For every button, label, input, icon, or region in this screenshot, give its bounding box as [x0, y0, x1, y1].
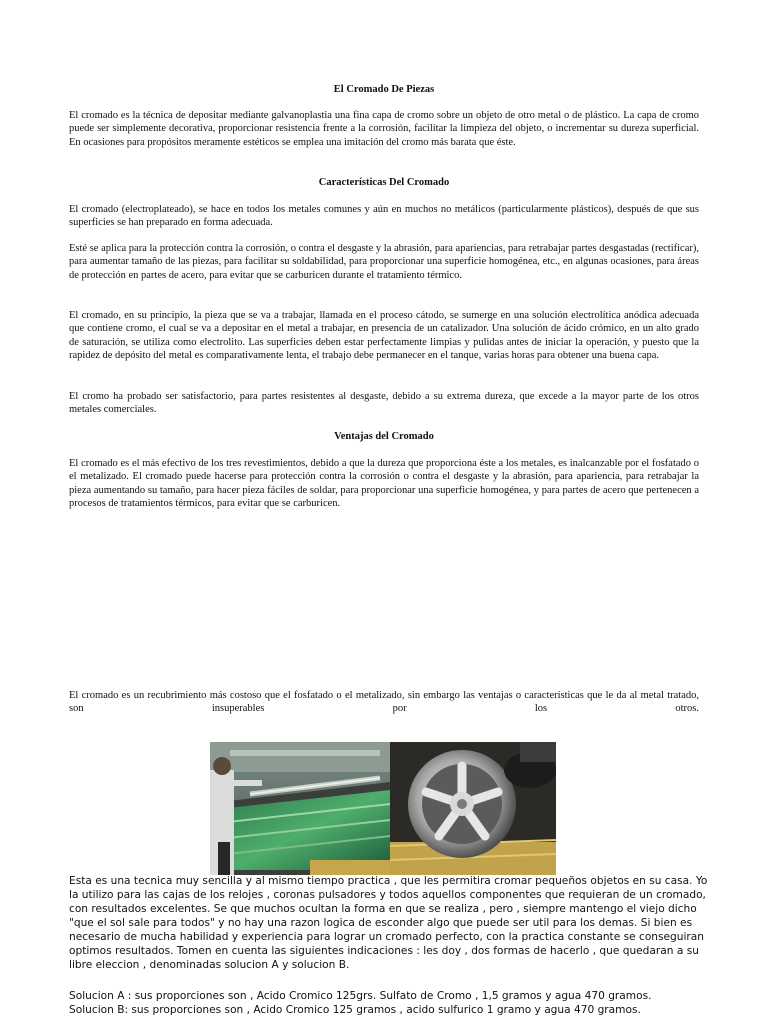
caracteristicas-paragraph-2: Esté se aplica para la protección contra la corrosión, o contra el desgaste y la abrasión, para apariencias, para retrabajar partes desgastadas (rectificar), para aumentar tamaño de las piezas, para facilitar su soldabilidad, para proporcionar una superficie homogénea, etc., en algunas ocasiones, para áreas de protección en partes de acero, para evitar que se carburicen durante el tratamiento térmico.: [69, 243, 699, 281]
intro-paragraph: El cromado es la técnica de depositar mediante galvanoplastia una fina capa de cromo sobre un objeto de otro metal o de plástico. La capa de cromo puede ser simplemente decorativa, proporcionar resistencia frente a la corrosión, facilitar la limpieza del objeto, o incrementar su dureza superficial. En ocasiones para propósitos meramente estéticos se emplea una imitación del cromo más barata que éste.: [69, 110, 699, 148]
homemade-method-paragraph: Esta es una tecnica muy sencilla y al mismo tiempo practica , que les permitira cromar pequeños objetos en su casa. Yo la utilizo para las cajas de los relojes , coronas pulsadores y todos aquellos componentes que requieran de un cromado, con resultados excelentes. Se que muchos ocultan la forma en que se realiza , pero , siempre mantengo el viejo dicho "que el sol sale para todos" y no hay una razon logica de esconder algo que puede ser util para los demas. Si bien es necesario de mucha habilidad y experiencia para lograr un cromado perfecto, con la practica constante se conseguiran optimos resultados. Tomen en cuenta las siguientes indicaciones : les doy , dos formas de hacerlo , que quedaran a su libre eleccion , denominadas solucion A y solucion B.: [69, 875, 708, 971]
caracteristicas-paragraph-4: El cromo ha probado ser satisfactorio, para partes resistentes al desgaste, debido a su extrema dureza, que excede a la mayor parte de los otros metales comerciales.: [69, 391, 699, 416]
section-title-ventajas: Ventajas del Cromado: [334, 431, 434, 442]
solucion-a-line: Solucion A : sus proporciones son , Acido Cromico 125grs. Sulfato de Cromo , 1,5 gramos y agua 470 gramos.: [69, 990, 652, 1002]
solucion-b-line: Solucion B: sus proporciones son , Acido Cromico 125 gramos , acido sulfurico 1 gramo y agua 470 gramos.: [69, 1004, 641, 1016]
section-title-caracteristicas: Características Del Cromado: [318, 177, 450, 188]
caracteristicas-paragraph-1: El cromado (electroplateado), se hace en todos los metales comunes y aún en muchos no metálicos (particularmente plásticos), después de que sus superficies se han preparado en forma adecuada.: [69, 204, 699, 229]
document-title: El Cromado De Piezas: [333, 84, 435, 95]
ventajas-paragraph-1: El cromado es el más efectivo de los tres revestimientos, debido a que la dureza que proporciona éste a los metales, es inalcanzable por el fosfatado o el metalizado. El cromado puede hacerse para protección contra la corrosión o contra el desgaste y la abrasión, para apariencia, para retrabajar la pieza aumentando su tamaño, para hacer pieza fáciles de soldar, para proporcionar una superficie homogénea, y para partes de acero que pertenecen a procesos de tratamientos térmicos, para evitar que se carburicen.: [69, 458, 699, 510]
caracteristicas-paragraph-3: El cromado, en su principio, la pieza que se va a trabajar, llamada en el proceso cátodo, se sumerge en una solución electrolítica anódica adecuada que contiene cromo, el cual se va a depositar en el metal a trabajar, en presencia de un catalizador. Una solución de ácido crómico, en un alto grado de saturación, se utiliza como electrolito. Las superficies deben estar perfectamente limpias y pulidas antes de iniciar la operación, y puesto que la rapidez de depósito del metal es comparativamente lenta, el trabajo debe permanecer en el tanque, varias horas para obtener una buena capa.: [69, 310, 699, 362]
chrome-wheel-photo: [390, 742, 556, 875]
photo-strip: [210, 742, 556, 875]
ventajas-paragraph-2: El cromado es un recubrimiento más costoso que el fosfatado o el metalizado, sin embargo las ventajas o características que le da al metal tratado, son insuperables por los otros.: [69, 690, 699, 715]
chrome-plating-tank-photo: [210, 742, 390, 875]
